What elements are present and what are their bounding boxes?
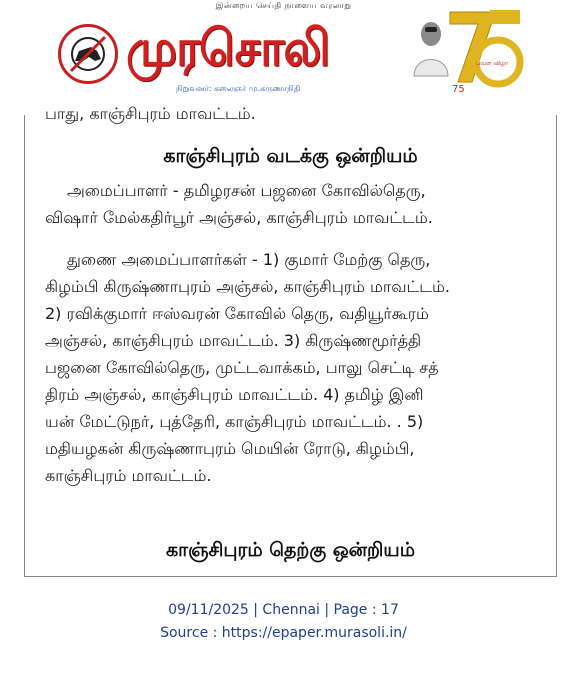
text-line: மதியழகன் கிருஷ்ணாபுரம் மெயின் ரோடு, கிழம்பி,: [45, 439, 415, 458]
anniversary-number: 75: [452, 84, 465, 95]
section-heading-south: காஞ்சிபுரம் தெற்கு ஒன்றியம்: [166, 539, 415, 561]
masthead-brand-title: முரசொலி: [126, 19, 330, 77]
text-line: 2) ரவிக்குமார் ஈஸ்வரன் கோவில் தெரு, வதியூர்கூரம்: [45, 304, 429, 323]
text-line: துணை அமைப்பாளர்கள் - 1) குமார் மேற்கு தெரு,: [67, 250, 431, 269]
text-line: காஞ்சிபுரம் மாவட்டம்.: [45, 466, 212, 485]
anniversary-label: பவள விழா: [475, 60, 509, 67]
text-line: யன் மேட்டுநர், புத்தேரி, காஞ்சிபுரம் மாவட்டம். . 5): [45, 412, 424, 431]
text-line: பஜனை கோவில்தெரு, முட்டவாக்கம், பாலு செட்டி சத்: [45, 358, 439, 377]
masthead-tagline: இன்றைய செய்தி நாளைய வரலாறு: [215, 1, 352, 10]
footer-date-line: 09/11/2025 | Chennai | Page : 17: [168, 602, 399, 618]
text-line: கிழம்பி கிருஷ்ணாபுரம் அஞ்சல், காஞ்சிபுரம் மாவட்டம்.: [45, 277, 450, 296]
article-clipping: [24, 104, 557, 577]
footer-source-line: Source : https://epaper.murasoli.in/: [160, 625, 407, 641]
seal-emblem-icon: [61, 27, 115, 81]
clipped-top-line: பாது, காஞ்சிபுரம் மாவட்டம்.: [45, 104, 256, 123]
paragraph-coordinator: [45, 177, 543, 231]
text-line: விஷார் மேல்கதிர்பூர் அஞ்சல், காஞ்சிபுரம் மாவட்டம்.: [45, 208, 433, 227]
party-seal-logo: [58, 24, 118, 84]
text-line: அமைப்பாளர் - தமிழரசன் பஜனை கோவில்தெரு,: [67, 181, 426, 200]
text-line: அஞ்சல், காஞ்சிபுரம் மாவட்டம். 3) கிருஷ்ணமூர்த்தி: [45, 331, 422, 350]
text-line: திரம் அஞ்சல், காஞ்சிபுரம் மாவட்டம். 4) தமிழ் இனி: [45, 385, 424, 404]
masthead: [0, 0, 567, 100]
anniversary-75-emblem: [442, 4, 526, 95]
paragraph-deputy-coordinators: [45, 246, 543, 489]
masthead-founder-line: நிறுவனர்: கலைஞர் மு.கருணாநிதி: [176, 84, 301, 93]
section-heading-north: காஞ்சிபுரம் வடக்கு ஒன்றியம்: [163, 145, 418, 167]
